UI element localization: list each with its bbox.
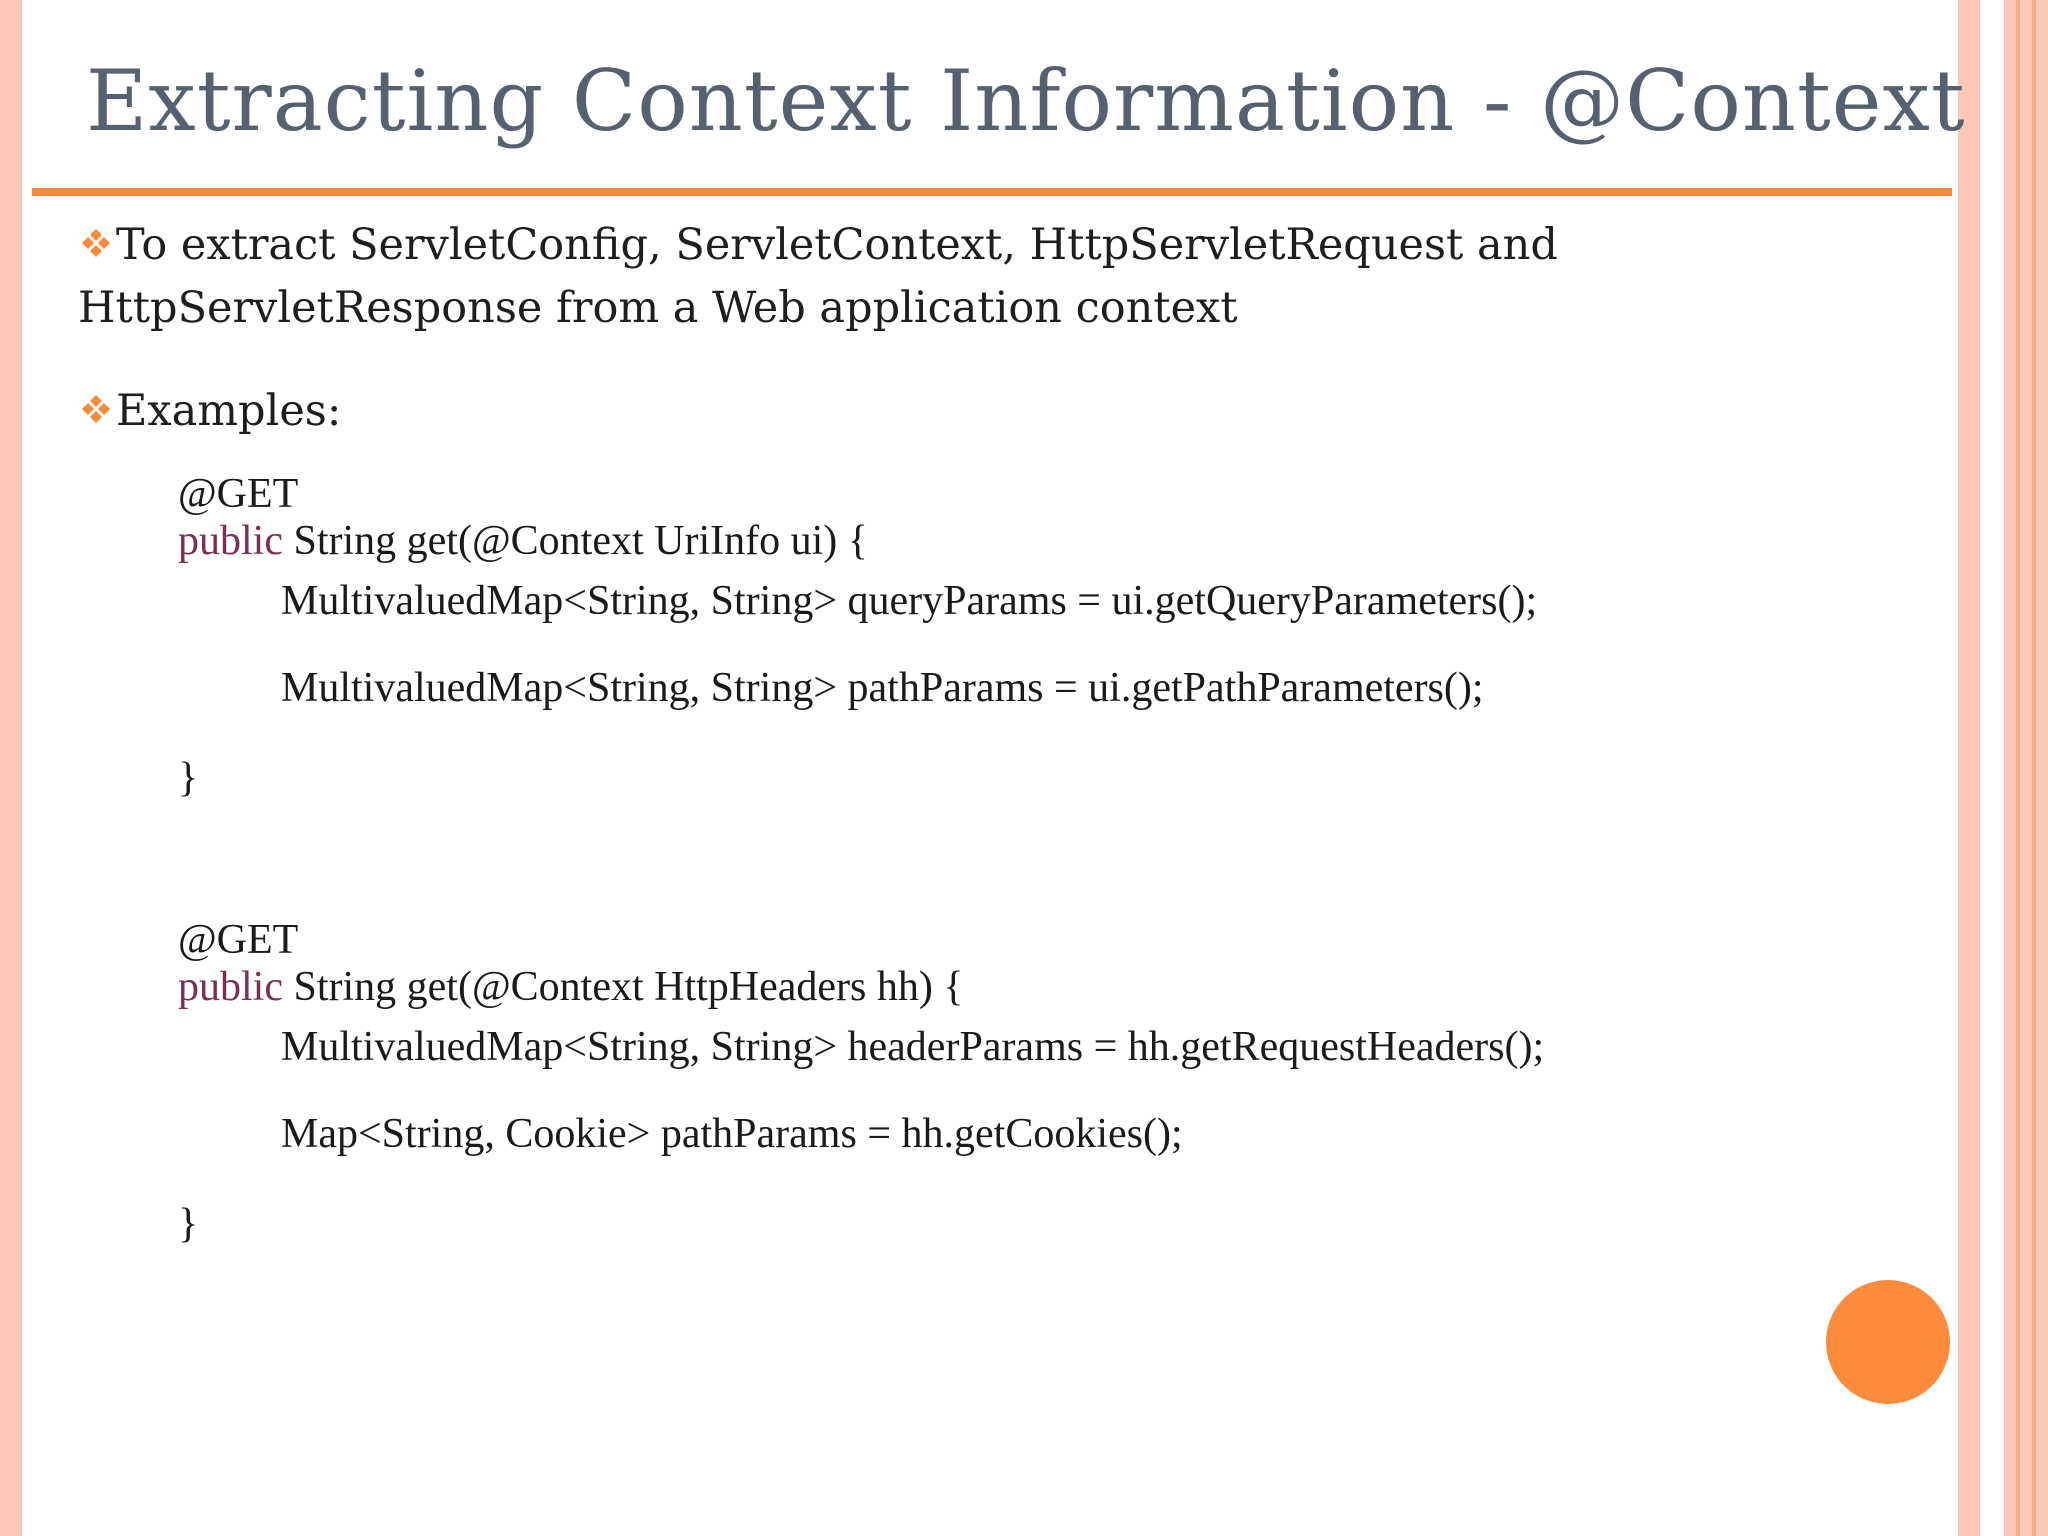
code-line: Map<String, Cookie> pathParams = hh.getCookies();	[281, 1111, 1183, 1157]
code-signature	[178, 517, 868, 565]
right-border-gap	[1980, 0, 2004, 1536]
code-keyword: public	[178, 518, 283, 564]
code-close-brace: }	[178, 1201, 199, 1247]
title-underline	[32, 188, 1952, 196]
bullet-item	[78, 380, 1638, 443]
diamond-bullet-icon	[78, 225, 114, 261]
bullet-text: Examples:	[116, 386, 342, 436]
code-annotation: @GET	[178, 917, 299, 963]
code-line: MultivaluedMap<String, String> queryParams = ui.getQueryParameters();	[281, 578, 1538, 624]
code-signature	[178, 963, 964, 1011]
bullet-item	[78, 214, 1638, 340]
code-line: MultivaluedMap<String, String> headerParams = hh.getRequestHeaders();	[281, 1024, 1545, 1070]
bullet-text: To extract ServletConfig, ServletContext, HttpServletRequest and HttpServletResponse from a Web application context	[78, 220, 1558, 333]
right-border-band	[2004, 0, 2048, 1536]
code-signature-text: String get(@Context UriInfo ui) {	[282, 518, 868, 564]
code-line: MultivaluedMap<String, String> pathParams = ui.getPathParameters();	[281, 665, 1484, 711]
code-close-brace: }	[178, 755, 199, 801]
code-annotation: @GET	[178, 471, 299, 517]
diamond-bullet-icon	[78, 391, 114, 427]
right-border-stripe	[1958, 0, 1980, 1536]
slide-title: Extracting Context Information - @Context	[86, 52, 1966, 150]
code-signature-text: String get(@Context HttpHeaders hh) {	[282, 964, 964, 1010]
code-keyword: public	[178, 964, 283, 1010]
orange-circle-decoration	[1826, 1280, 1950, 1404]
left-border-stripe	[0, 0, 22, 1536]
